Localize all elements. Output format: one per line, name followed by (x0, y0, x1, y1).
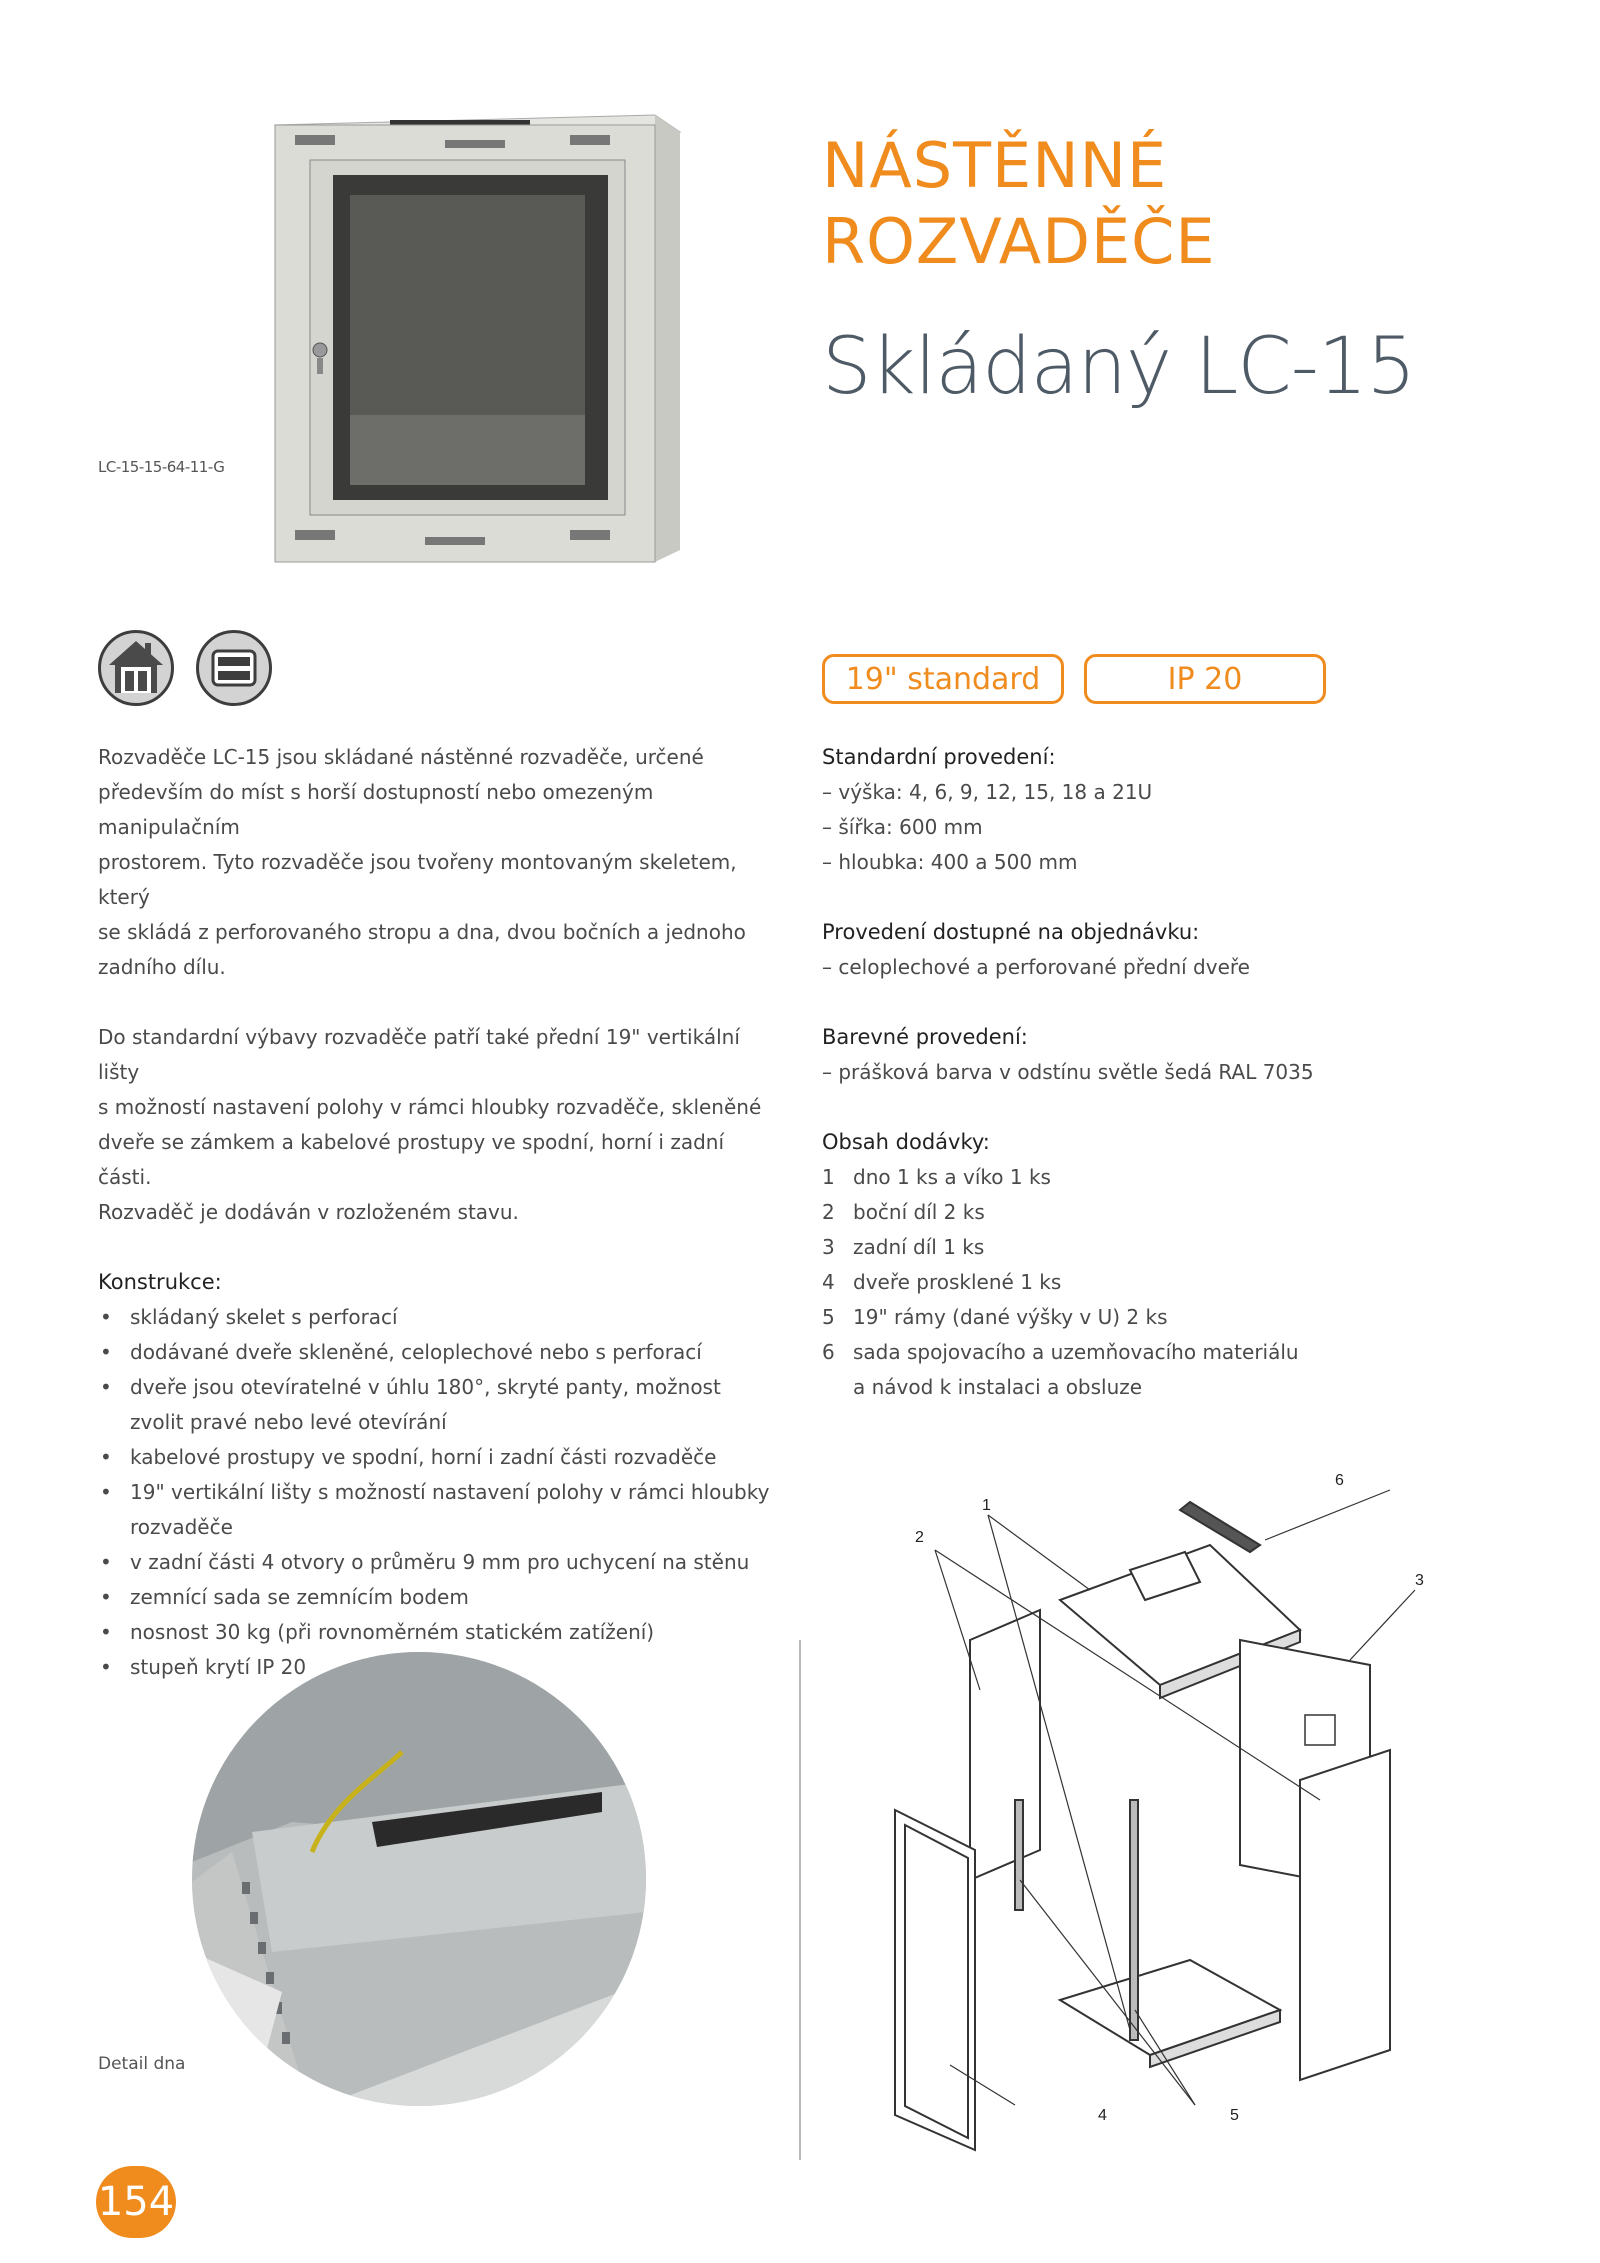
badge-19-standard: 19" standard (822, 654, 1064, 704)
color-heading: Barevné provedení: (822, 1025, 1028, 1049)
page-number: 154 (96, 2166, 176, 2238)
list-item: 6 sada spojovacího a uzemňovacího materiálu (822, 1340, 1299, 1364)
on-order-section (822, 915, 1442, 985)
list-item: 2 boční díl 2 ks (822, 1200, 985, 1224)
product-title: Skládaný LC-15 (822, 322, 1416, 412)
list-item: 3 zadní díl 1 ks (822, 1235, 985, 1259)
house-icon (98, 630, 174, 706)
rack-unit-icon (196, 630, 272, 706)
list-item: a návod k instalaci a obsluze (853, 1375, 1143, 1399)
list-item: • 19" vertikální lišty s možností nastavení polohy v rámci hloubky rozvaděče (98, 1475, 770, 1545)
category-title (822, 128, 1216, 280)
diagram-label-6: 6 (1335, 1472, 1344, 1489)
description-column (98, 740, 778, 1685)
product-sku: LC-15-15-64-11-G (98, 458, 225, 476)
on-order-heading: Provedení dostupné na objednávku: (822, 920, 1200, 944)
color-section (822, 1020, 1442, 1090)
list-item: • dveře jsou otevíratelné v úhlu 180°, skryté panty, možnost zvolit pravé nebo levé otevírání (98, 1370, 770, 1440)
spec-line: – celoplechové a perforované přední dveře (822, 955, 1250, 979)
contents-heading: Obsah dodávky: (822, 1130, 990, 1154)
contents-section (822, 1125, 1442, 1405)
intro-paragraph: Rozvaděče LC-15 jsou skládané nástěnné rozvaděče, určené především do míst s horší dostupností nebo omezeným manipulačním prostorem. Tyto rozvaděče jsou tvořeny montovaným skeletem, který se skládá z perforovaného stropu a dna, dvou bočních a jednoho zadního dílu. (98, 745, 746, 979)
diagram-label-2: 2 (915, 1529, 924, 1546)
category-title-line2: ROZVADĚČE (822, 205, 1216, 278)
spec-line: – šířka: 600 mm (822, 815, 983, 839)
spec-line: – hloubka: 400 a 500 mm (822, 850, 1078, 874)
list-item: • dodávané dveře skleněné, celoplechové nebo s perforací (98, 1335, 778, 1370)
list-item: • kabelové prostupy ve spodní, horní i zadní části rozvaděče (98, 1440, 778, 1475)
diagram-label-4: 4 (1098, 2107, 1107, 2124)
list-item: • skládaný skelet s perforací (98, 1300, 778, 1335)
detail-photo (192, 1652, 646, 2106)
spec-line: – výška: 4, 6, 9, 12, 15, 18 a 21U (822, 780, 1153, 804)
standard-version-section (822, 740, 1442, 880)
diagram-label-3: 3 (1415, 1572, 1424, 1589)
list-item: • zemnící sada se zemnícím bodem (98, 1580, 778, 1615)
list-item: 4 dveře prosklené 1 ks (822, 1270, 1062, 1294)
standard-version-heading: Standardní provedení: (822, 745, 1056, 769)
spec-line: – prášková barva v odstínu světle šedá RAL 7035 (822, 1060, 1314, 1084)
construction-heading: Konstrukce: (98, 1270, 222, 1294)
exploded-assembly-diagram (790, 1470, 1480, 2190)
equipment-paragraph: Do standardní výbavy rozvaděče patří také přední 19" vertikální lišty s možností nastavení polohy v rámci hloubky rozvaděče, skleněné dveře se zámkem a kabelové prostupy ve spodní, horní i zadní části. Rozvaděč je dodáván v rozloženém stavu. (98, 1025, 762, 1224)
diagram-label-5: 5 (1230, 2107, 1239, 2124)
diagram-label-1: 1 (982, 1497, 991, 1514)
detail-caption: Detail dna (98, 2054, 186, 2074)
list-item: • v zadní části 4 otvory o průměru 9 mm pro uchycení na stěnu (98, 1545, 778, 1580)
list-item: 1 dno 1 ks a víko 1 ks (822, 1165, 1051, 1189)
specs-column (822, 740, 1442, 1405)
construction-list (98, 1300, 778, 1685)
category-title-line1: NÁSTĚNNÉ (822, 129, 1168, 202)
badge-ip-rating: IP 20 (1084, 654, 1326, 704)
cabinet-photo (255, 110, 695, 570)
list-item: • nosnost 30 kg (při rovnoměrném statickém zatížení) (98, 1615, 778, 1650)
contents-list (822, 1160, 1442, 1405)
list-item: • stupeň krytí IP 20 (98, 1650, 778, 1685)
list-item: 5 19" rámy (dané výšky v U) 2 ks (822, 1305, 1168, 1329)
